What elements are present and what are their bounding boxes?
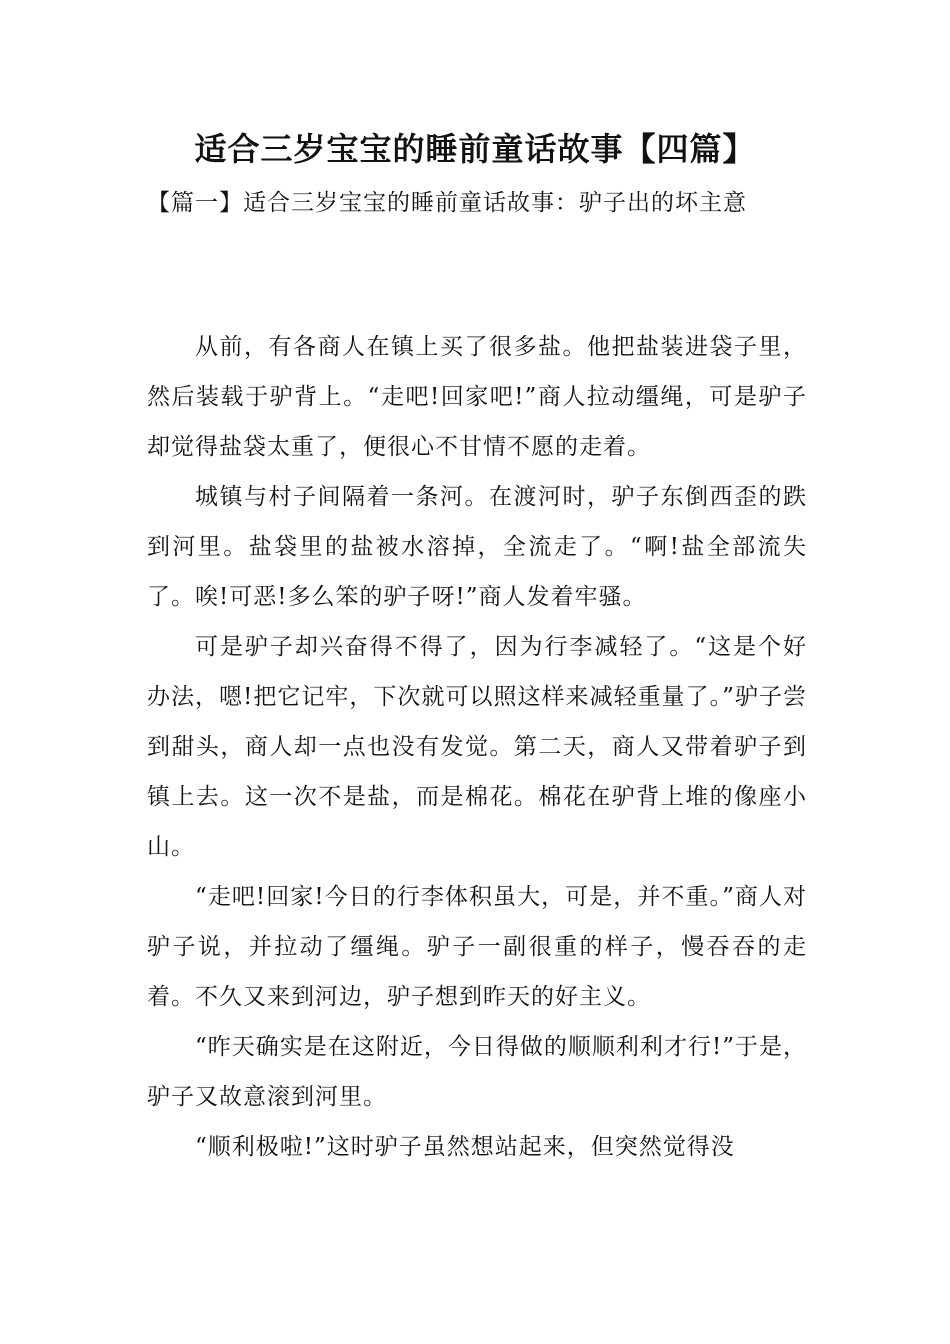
- paragraph: 从前，有各商人在镇上买了很多盐。他把盐装进袋子里，然后装载于驴背上。“走吧!回家吧!”商人拉动缰绳，可是驴子却觉得盐袋太重了，便很心不甘情不愿的走着。: [147, 334, 807, 460]
- story-body: [147, 322, 807, 1172]
- paragraph: “昨天确实是在这附近，今日得做的顺顺利利才行!”于是，驴子又故意滚到河里。: [147, 1034, 807, 1110]
- section-heading: 【篇一】适合三岁宝宝的睡前童话故事：驴子出的坏主意: [147, 190, 747, 216]
- document-title: 适合三岁宝宝的睡前童话故事【四篇】: [194, 130, 756, 168]
- paragraph: 城镇与村子间隔着一条河。在渡河时，驴子东倒西歪的跌到河里。盐袋里的盐被水溶掉，全流走了。“啊!盐全部流失了。唉!可恶!多么笨的驴子呀!”商人发着牢骚。: [147, 484, 807, 610]
- paragraph: “走吧!回家!今日的行李体积虽大，可是，并不重。”商人对驴子说，并拉动了缰绳。驴子一副很重的样子，慢吞吞的走着。不久又来到河边，驴子想到昨天的好主义。: [147, 884, 807, 1010]
- paragraph: “顺利极啦!”这时驴子虽然想站起来，但突然觉得没: [195, 1134, 735, 1160]
- paragraph: 可是驴子却兴奋得不得了，因为行李减轻了。“这是个好办法，嗯!把它记牢，下次就可以照这样来减轻重量了。”驴子尝到甜头，商人却一点也没有发觉。第二天，商人又带着驴子到镇上去。这一次不是盐，而是棉花。棉花在驴背上堆的像座小山。: [147, 634, 807, 860]
